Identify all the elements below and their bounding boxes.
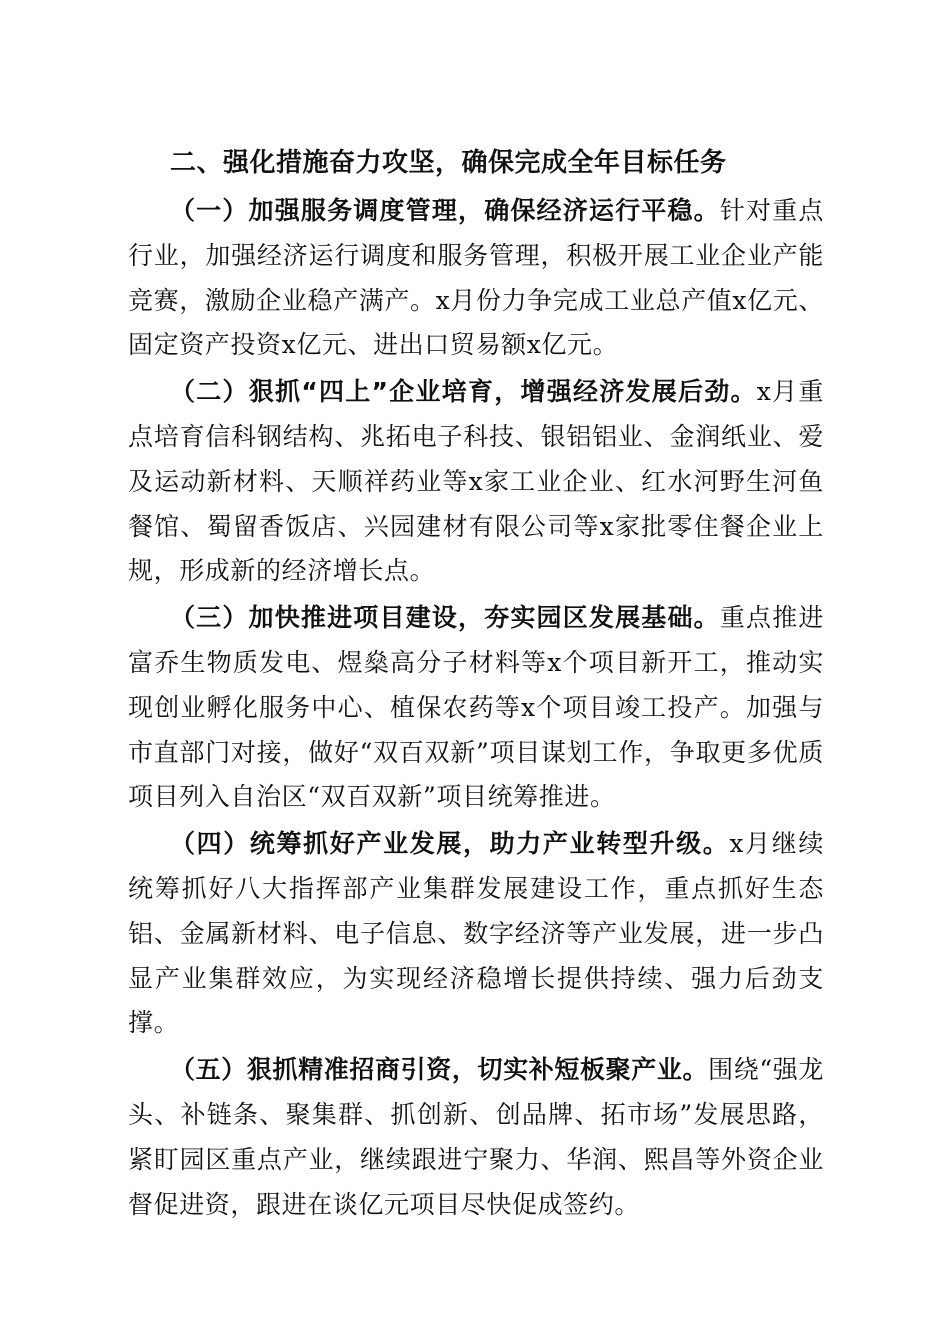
paragraph-3-body: 重点推进富乔生物质发电、煜燊高分子材料等x个项目新开工，推动实现创业孵化服务中心、植保农药等x个项目竣工投产。加强与市直部门对接，做好“双百双新”项目谋划工作，争取更多优质项目列入自治区“双百双新”项目统筹推进。 bbox=[128, 603, 824, 812]
paragraph-1-body: 针对重点行业，加强经济运行调度和服务管理，积极开展工业企业产能竞赛，激励企业稳产满产。x月份力争完成工业总产值x亿元、固定资产投资x亿元、进出口贸易额x亿元。 bbox=[128, 196, 824, 360]
section-heading: 二、强化措施奋力攻坚，确保完成全年目标任务 bbox=[170, 148, 727, 178]
paragraph-2-body: x月重点培育信科钢结构、兆拓电子科技、银铝铝业、金润纸业、爱及运动新材料、天顺祥药业等x家工业企业、红水河野生河鱼餐馆、蜀留香饭店、兴园建材有限公司等x家批零住餐企业上规，形成新的经济增长点。 bbox=[128, 377, 824, 586]
paragraph-5-body: 围绕“强龙头、补链条、聚集群、抓创新、创品牌、拓市场”发展思路，紧盯园区重点产业，继续跟进宁聚力、华润、熙昌等外资企业督促进资，跟进在谈亿元项目尽快促成签约。 bbox=[128, 1055, 825, 1219]
paragraph-2-lead: （二）狠抓“四上”企业培育，增强经济发展后劲。 bbox=[170, 377, 757, 407]
paragraph-3-lead: （三）加快推进项目建设，夯实园区发展基础。 bbox=[170, 603, 720, 633]
paragraph-4-lead: （四）统筹抓好产业发展，助力产业转型升级。 bbox=[170, 829, 730, 859]
paragraph-1 bbox=[128, 189, 824, 368]
paragraph-5-lead: （五）狠抓精准招商引资，切实补短板聚产业。 bbox=[170, 1055, 709, 1085]
paragraph-4 bbox=[128, 822, 824, 1046]
paragraph-1-lead: （一）加强服务调度管理，确保经济运行平稳。 bbox=[170, 196, 720, 225]
document-body bbox=[128, 141, 824, 1227]
paragraph-5 bbox=[128, 1048, 824, 1227]
paragraph-3 bbox=[128, 596, 824, 820]
paragraph-4-body: x月继续统筹抓好八大指挥部产业集群发展建设工作，重点抓好生态铝、金属新材料、电子信息、数字经济等产业发展，进一步凸显产业集群效应，为实现经济稳增长提供持续、强力后劲支撑。 bbox=[128, 829, 825, 1038]
paragraph-2 bbox=[128, 370, 824, 594]
